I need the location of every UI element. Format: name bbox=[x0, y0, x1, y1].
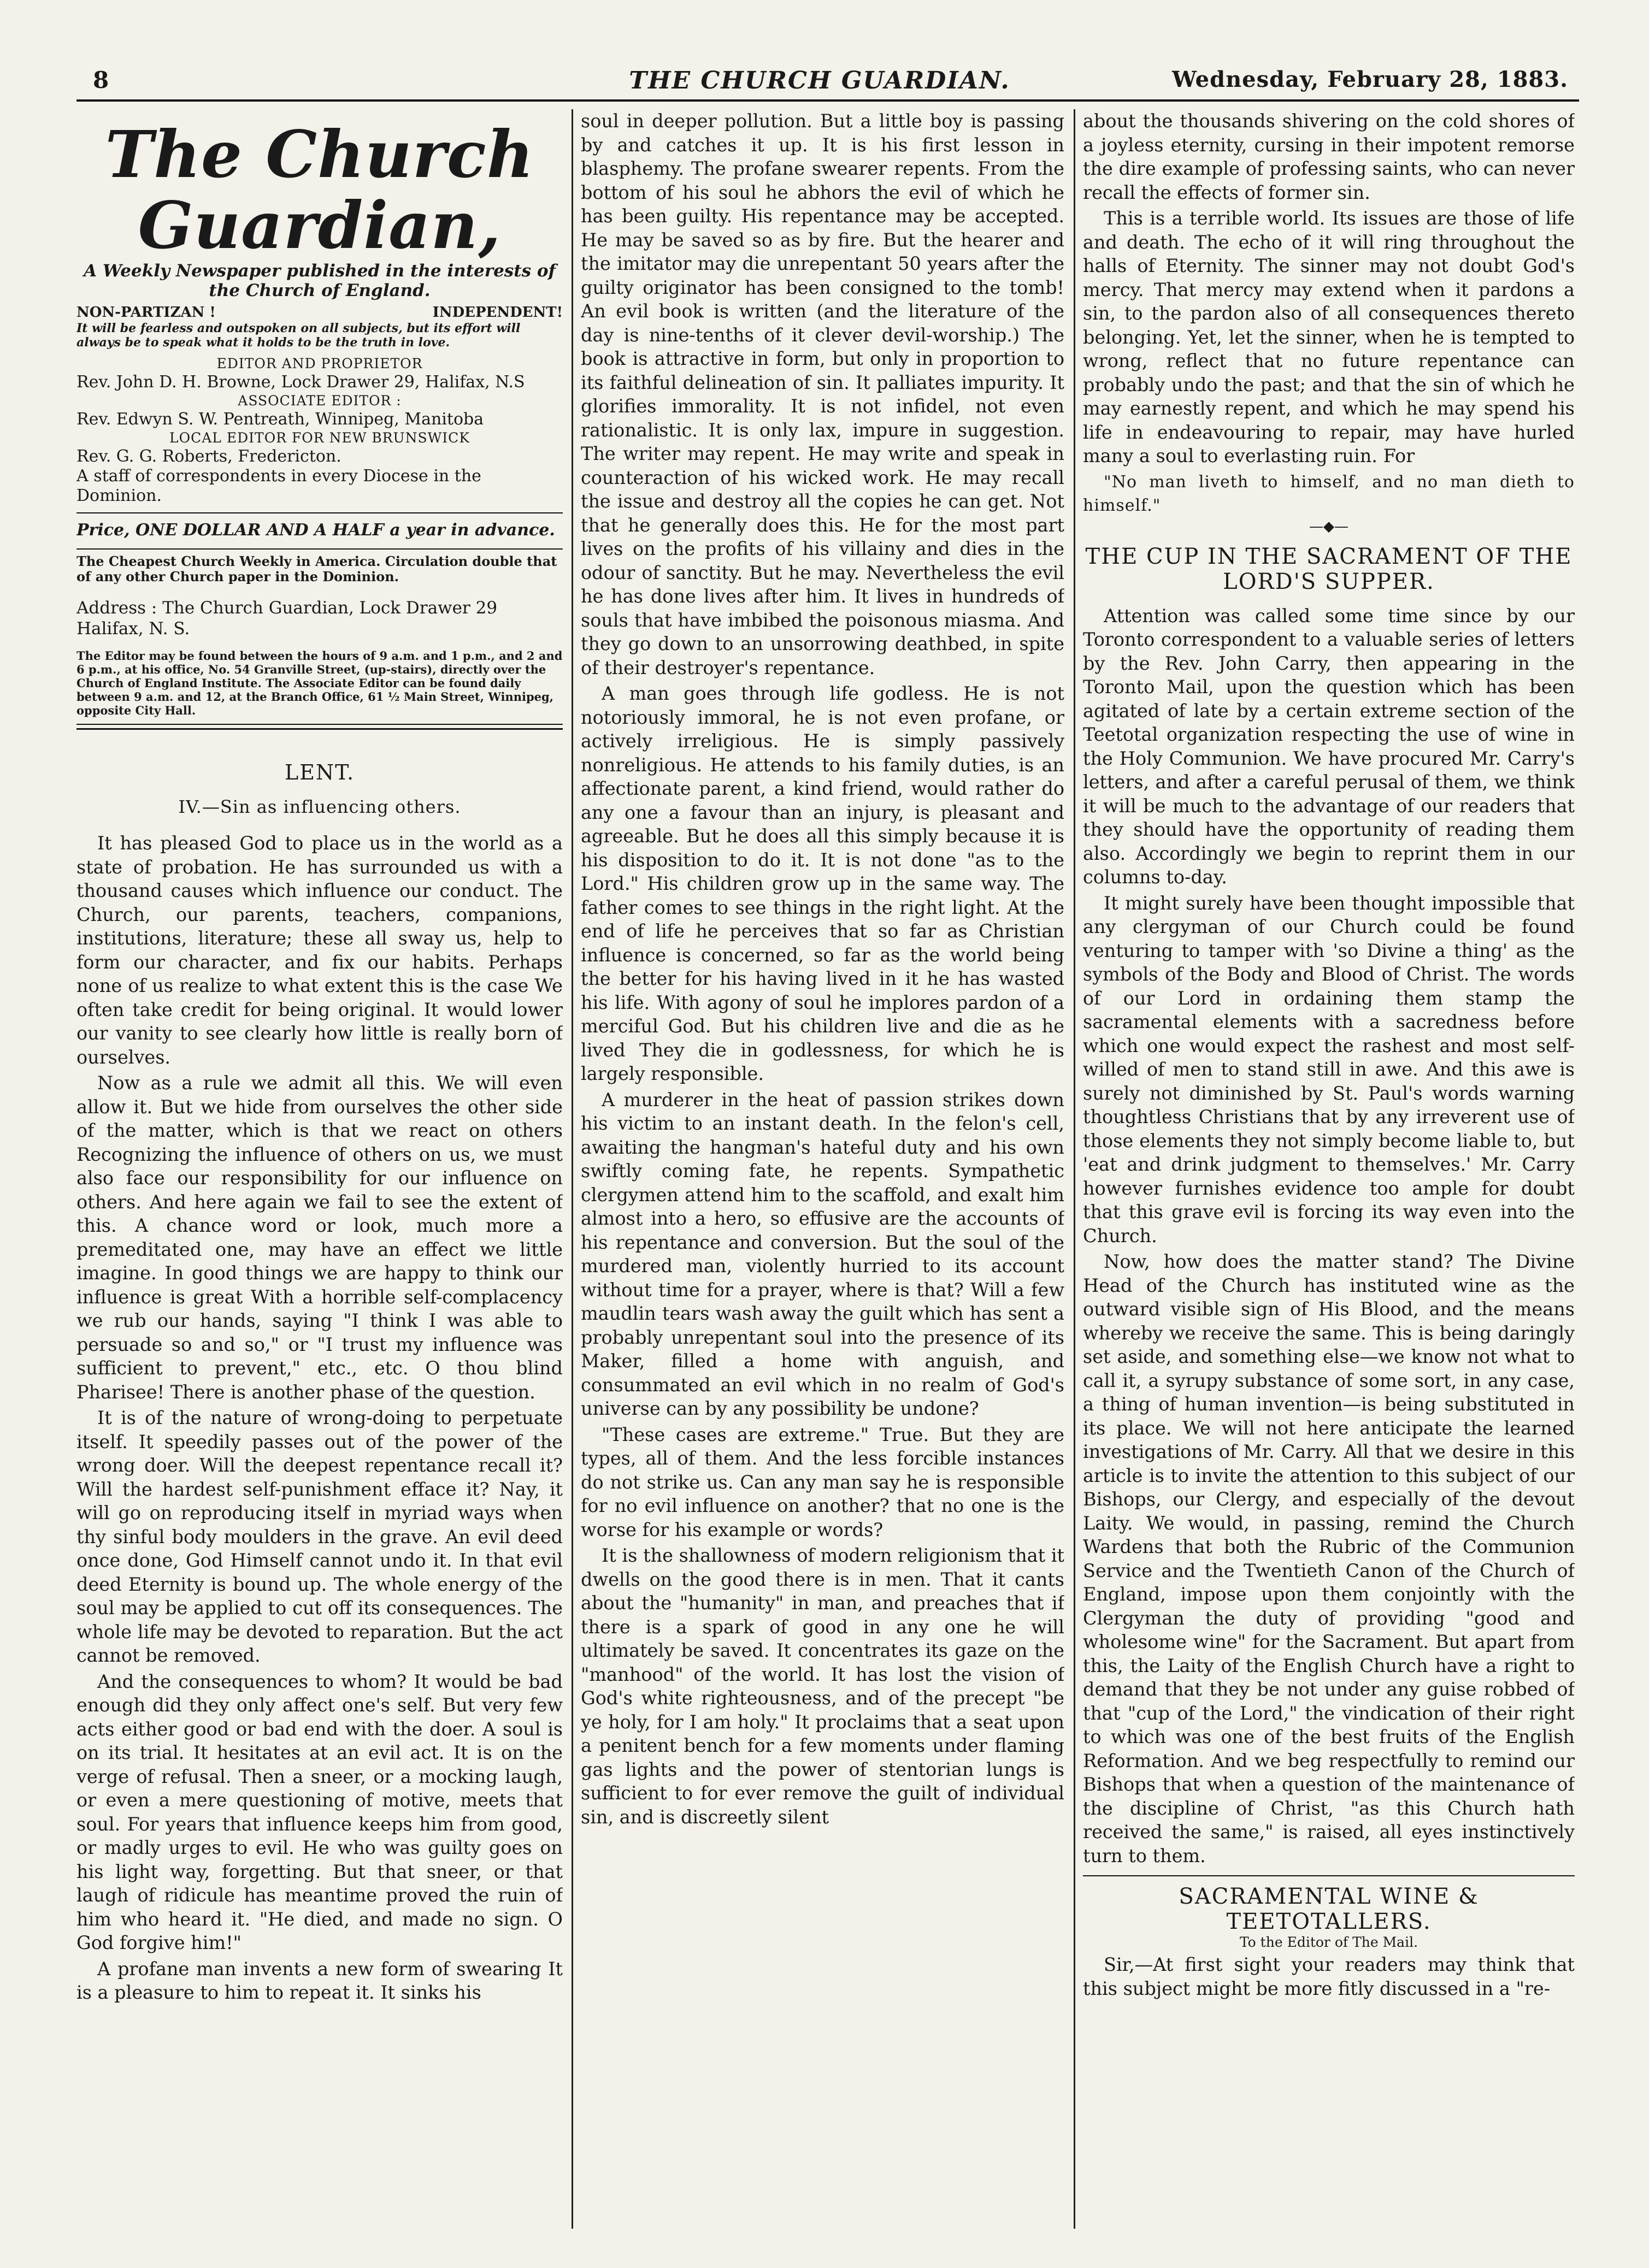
article-subheading: IV.—Sin as influencing others. bbox=[178, 796, 461, 817]
divider bbox=[76, 728, 563, 730]
column-1 bbox=[76, 109, 563, 2229]
column-divider bbox=[1074, 109, 1075, 2229]
article-paragraph: soul in deeper pollution. But a little boy is passing by and catches it up. It is his first lesson in blasphemy. The profane swearer repents. From the bottom of his soul he abhors the evil of which he has been guilty. His repentance may be accepted. He may be saved so as by fire. But the hearer and the imitator may die unrepentant 50 years after the guilty originator has been consigned to the tomb! An evil book is written (and the literature of the day is nine-tenths of it clever devil-worship.) The book is attractive in form, but only in proportion to its faithful delineation of sin. It palliates impurity. It glorifies immorality. It is not infidel, not even rationalistic. It is only lax, impure in suggestion. The writer may repent. He may write and speak in counteraction of his wicked work. He may recall the issue and destroy all the copies he can get. Not that he generally does this. He for the most part lives on the profits of his villainy and dies in the odour of sanctity. But he may. Nevertheless the evil he has done lives after him. It lives in hundreds of souls that have imbibed the poisonous miasma. And they go down to an unsorrowing deathbed, in spite of their destroyer's repentance. bbox=[581, 110, 1064, 678]
editor-heading: EDITOR AND PROPRIETOR bbox=[216, 356, 423, 371]
article-paragraph: A man goes through life godless. He is not notoriously immoral, he is not even profane, or actively irreligious. He is simply passively nonreligious. He attends to his family duties, is an affectionate parent, a kind friend, would rather do any one a favour than an injury, is pleasant and agreeable. But he does all this simply because it is his disposition to do it. It is not done "as to the Lord." His children grow up in the same way. The father comes to see things in the right light. At the end of life he perceives that so far as Christian influence is concerned, so far as the world being the better for his having lived in it he has wasted his life. With agony of soul he implores pardon of a merciful God. But his children live and die as he lived They die in godlessness, for which he is largely responsible. bbox=[581, 683, 1064, 1084]
article-heading: THE CUP IN THE SACRAMENT OF THE LORD'S SUPPER. bbox=[1085, 544, 1573, 594]
article-heading: SACRAMENTAL WINE & TEETOTALLERS. bbox=[1179, 1884, 1479, 1934]
mission-statement: It will be fearless and outspoken on all subjects, but its effort will always be to speak what it holds to be the truth in love. bbox=[76, 321, 521, 350]
circulation-note: The Cheapest Church Weekly in America. Circulation double that of any other Church paper in the Dominion. bbox=[76, 553, 557, 584]
divider bbox=[76, 512, 563, 513]
masthead-title: The Church Guardian, bbox=[105, 116, 534, 263]
divider bbox=[76, 724, 563, 725]
editor-name: Rev. John D. H. Browne, Lock Drawer 29, Halifax, N.S bbox=[76, 373, 525, 392]
local-name: Rev. G. G. Roberts, Fredericton. bbox=[76, 447, 341, 466]
divider bbox=[76, 548, 563, 550]
publication-title: THE CHURCH GUARDIAN. bbox=[629, 67, 1010, 94]
office-hours: The Editor may be found between the hours of 9 a.m. and 1 p.m., and 2 and 6 p.m., at his office, No. 54 Granville Street, (up-stairs), directly over the Church of England Institute. The Associate Editor can be found daily between 9 a.m. and 12, at the Branch Office, 61 ½ Main Street, Winnipeg, opposite City Hall. bbox=[76, 649, 563, 717]
article-paragraph: It is the shallowness of modern religionism that it dwells on the good there is in men. That it cants about the "humanity" in man, and preaches that if there is a spark of good in any one he will ultimately be saved. It concentrates its gaze on the "manhood" of the world. It has lost the vision of God's white righteousness, and of the precept "be ye holy, for I am holy." It proclaims that a seat upon a penitent bench for a few moments under flaming gas lights and the power of stentorian lungs is sufficient to for ever remove the guilt of individual sin, and is discreetly silent bbox=[581, 1545, 1064, 1828]
article-paragraph: A profane man invents a new form of swearing It is a pleasure to him to repeat it. It sinks his bbox=[76, 1958, 563, 2003]
article-paragraph: It might surely have been thought impossible that any clergyman of our Church could be found venturing to tamper with 'so Divine a thing' as the symbols of the Body and Blood of Christ. The words of our Lord in ordaining them stamp the sacramental elements with a sacredness before which one would expect the rashest and most self-willed of men to stand still in awe. And this awe is surely not diminished by St. Paul's words warning thoughtless Christians that by any irreverent use of those elements they not simply become liable to, but 'eat and drink judgment to themselves.' Mr. Carry however furnishes evidence too ample for doubt that this grave evil is forcing its way even into the Church. bbox=[1083, 892, 1575, 1247]
ornament-divider: —◆— bbox=[1309, 518, 1348, 535]
associate-name: Rev. Edwyn S. W. Pentreath, Winnipeg, Manitoba bbox=[76, 410, 484, 429]
issue-date: Wednesday, February 28, 1883. bbox=[1172, 67, 1568, 92]
associate-heading: ASSOCIATE EDITOR : bbox=[238, 393, 402, 409]
column-3 bbox=[1083, 109, 1575, 2229]
letter-addressee: To the Editor of The Mail. bbox=[1239, 1934, 1418, 1950]
header-rule bbox=[76, 99, 1579, 102]
article-paragraph: This is a terrible world. Its issues are those of life and death. The echo of it will ring throughout the halls of Eternity. The sinner may not doubt God's mercy. That mercy may extend when it pardons a sin, to the pardon also of all consequences thereto belonging. Yet, let the sinner, when he is tempted to wrong, reflect that no future repentance can probably undo the past; and that the sin of which he may earnestly repent, and which he may spend his life in endeavouring to repair, may have hurled many a soul to everlasting ruin. For bbox=[1083, 208, 1575, 466]
masthead-tagline: A Weekly Newspaper published in the interests of the Church of England. bbox=[84, 261, 556, 300]
partisan-line bbox=[76, 304, 563, 321]
staff-line: A staff of correspondents in every Diocese in the Dominion. bbox=[76, 466, 481, 505]
article-paragraph: Now, how does the matter stand? The Divine Head of the Church has instituted wine as the outward visible sign of His Blood, and the means whereby we receive the same. This is being daringly set aside, and something else—we know not what to call it, a syrupy substance of some sort, in any case, a thing of human invention—is being substituted in its place. We will not here anticipate the learned investigations of Mr. Carry. All that we desire in this article is to invite the attention to this subject of our Bishops, our Clergy, and especially of the devout Laity. We would, in passing, remind the Church Wardens that both the Rubric of the Communion Service and the Twentieth Canon of the Church of England, impose upon them conjointly with the Clergyman the duty of providing "good and wholesome wine" for the Sacrament. But apart from this, the Laity of the English Church have a right to demand that they be not under any guise robbed of that "cup of the Lord," the vindication of their right to which was one of the best fruits of the English Reformation. And we beg respectfully to remind our Bishops that when a question of the maintenance of the discipline of Christ, "as this Church hath received the same," is raised, all eyes instinctively turn to them. bbox=[1083, 1251, 1575, 1867]
article-paragraph: Now as a rule we admit all this. We will even allow it. But we hide from ourselves the other side of the matter, which is that we react on others Recognizing the influence of others on us, we must also face our responsibility for our influence on others. And here again we fail to see the extent of this. A chance word or look, much more a premeditated one, may have an effect we little imagine. In good things we are happy to think our influence is great With a horrible self-complacency we rub our hands, saying "I think I was able to persuade so and so," or "I trust my influence was sufficient to prevent," etc., etc. O thou blind Pharisee! There is another phase of the question. bbox=[76, 1072, 563, 1403]
article-heading: LENT. bbox=[284, 760, 355, 784]
article-paragraph: And the consequences to whom? It would be bad enough did they only affect one's self. But very few acts either good or bad end with the doer. A soul is on its trial. It hesitates at an evil act. It is on the verge of refusal. Then a sneer, or a mocking laugh, or even a mere questioning of motive, meets that soul. For years that influence keeps him from good, or madly urges to evil. He who was guilty goes on his light way, forgetting. But that sneer, or that laugh of ridicule has meantime proved the ruin of him who heard it. "He died, and made no sign. O God forgive him!" bbox=[76, 1670, 563, 1953]
local-heading: LOCAL EDITOR FOR NEW BRUNSWICK bbox=[169, 430, 470, 446]
article-paragraph: Sir,—At first sight your readers may think that this subject might be more fitly discussed in a "re- bbox=[1083, 1954, 1575, 1999]
column-2 bbox=[581, 109, 1064, 2229]
running-header bbox=[71, 64, 1568, 97]
article-paragraph: Attention was called some time since by our Toronto correspondent to a valuable series of letters by the Rev. John Carry, then appearing in the Toronto Mail, upon the question which has been agitated of late by a certain extreme section of the Teetotal organization respecting the use of wine in the Holy Communion. We have procured Mr. Carry's letters, and after a careful perusal of them, we think it will be much to the advantage of our readers that they should have the opportunity of reading them also. Accordingly we begin to reprint them in our columns to-day. bbox=[1083, 605, 1575, 888]
article-paragraph: A murderer in the heat of passion strikes down his victim to an instant death. In the felon's cell, awaiting the hangman's hateful duty and his own swiftly coming fate, he repents. Sympathetic clergymen attend him to the scaffold, and exalt him almost into a hero, so effusive are the accounts of his repentance and conversion. But the soul of the murdered man, violently hurried to its account without time for a prayer, where is that? Will a few maudlin tears wash away the guilt which has sent a probably unrepentant soul into the presence of its Maker, filled a home with anguish, and consummated an evil which in no realm of God's universe can by any possibility be undone? bbox=[581, 1089, 1064, 1419]
mailing-address: Address : The Church Guardian, Lock Drawer 29 Halifax, N. S. bbox=[76, 598, 498, 639]
article-paragraph: It is of the nature of wrong-doing to perpetuate itself. It speedily passes out of the power of the wrong doer. Will the deepest repentance recall it? Will the hardest self-punishment efface it? Nay, it will go on reproducing itself in myriad ways when thy sinful body moulders in the grave. An evil deed once done, God Himself cannot undo it. In that evil deed Eternity is bound up. The whole energy of the soul may be applied to cut off its consequences. The whole life may be devoted to reparation. But the act cannot be removed. bbox=[76, 1407, 563, 1666]
column-divider bbox=[572, 109, 573, 2229]
article-paragraph: It has pleased God to place us in the world as a state of probation. He has surrounded us with a thousand causes which influence our conduct. The Church, our parents, teachers, companions, institutions, literature; these all sway us, help to form our character, and fix our habits. Perhaps none of us realize to what extent this is the case We often take credit for being original. It would lower our vanity to see clearly how little is really born of ourselves. bbox=[76, 832, 563, 1068]
independent-label: INDEPENDENT! bbox=[432, 304, 563, 321]
nonpartisan-label: NON-PARTIZAN ! bbox=[76, 304, 216, 321]
page-number: 8 bbox=[93, 67, 109, 93]
subscription-price: Price, ONE DOLLAR AND A HALF a year in advance. bbox=[76, 521, 555, 540]
article-paragraph: "These cases are extreme." True. But they are types, all of them. And the less forcible instances do not strike us. Can any man say he is responsible for no evil influence on another? that no one is the worse for his example or words? bbox=[581, 1424, 1064, 1540]
closing-quote: "No man liveth to himself, and no man dieth to himself." bbox=[1083, 472, 1575, 515]
article-paragraph: about the thousands shivering on the cold shores of a joyless eternity, cursing in their impotent remorse the dire example of professing saints, who can never recall the effects of former sin. bbox=[1083, 110, 1575, 203]
divider bbox=[1083, 1875, 1575, 1876]
